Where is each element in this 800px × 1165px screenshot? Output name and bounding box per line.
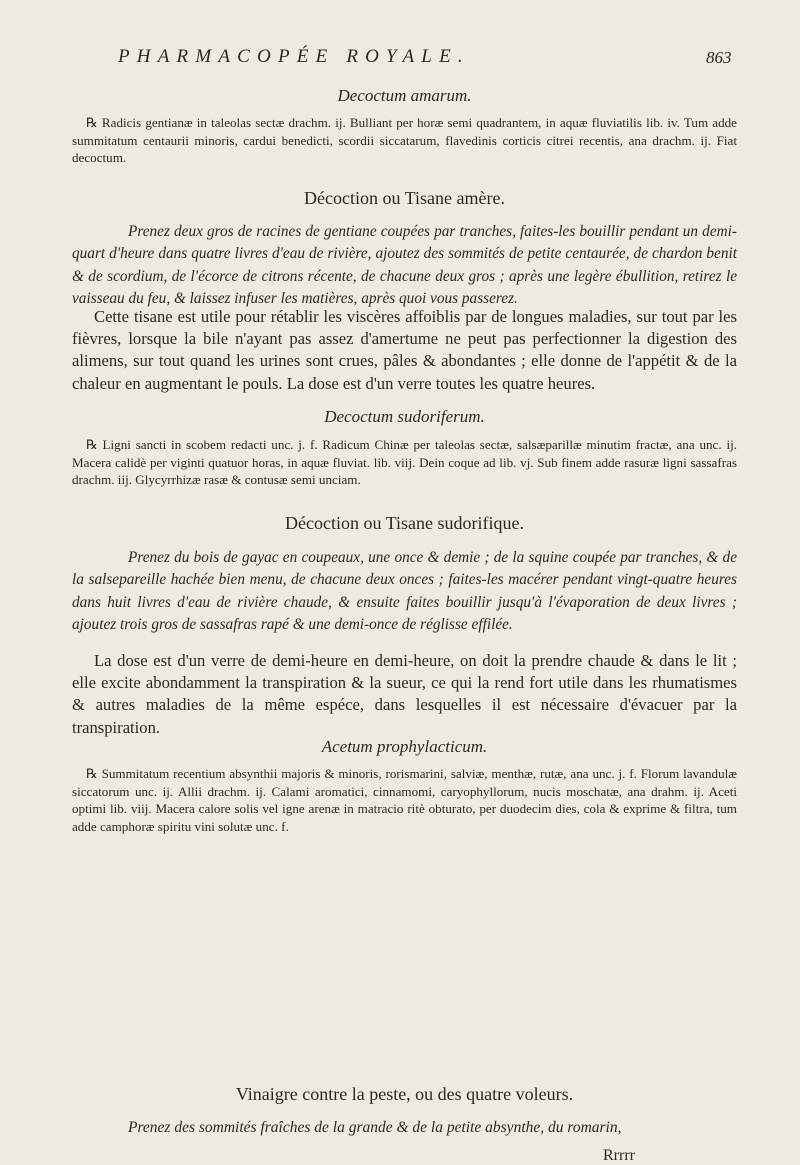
comment-block bbox=[72, 306, 737, 395]
latin-formula bbox=[72, 436, 737, 489]
french-heading bbox=[72, 188, 737, 209]
latin-text: ℞ Radicis gentianæ in taleolas sectæ drachm. ij. Bulliant per horæ semi quadrantem, in aquæ fluviatilis lib. iv. Tum adde summitatum centaurii minoris, cardui benedicti, scordii siccatarum, flavedinis corticis citrei recentis, ana drachm. ij. Fiat decoctum. bbox=[72, 115, 737, 165]
signature-mark: Rrrrr bbox=[603, 1147, 635, 1164]
recipe-text: Prenez deux gros de racines de gentiane coupées par tranches, faites-les bouillir pendant un demi-quart d'heure dans quatre livres d'eau de rivière, ajoutez des sommités de petite centaurée, de chardon benit & de scordium, de l'écorce de citrons récente, de chacune deux gros ; après une legère ébullition, retirez le vaisseau du feu, & laissez infuser les matières, après quoi vous passerez. bbox=[72, 223, 737, 307]
section-acetum-prophylacticum bbox=[72, 737, 737, 757]
latin-formula bbox=[72, 114, 737, 167]
french-title: Décoction ou Tisane sudorifique. bbox=[285, 513, 524, 533]
french-title: Décoction ou Tisane amère. bbox=[304, 188, 505, 208]
recipe-block bbox=[72, 547, 737, 636]
running-title: PHARMACOPÉE ROYALE. bbox=[118, 46, 470, 67]
recipe-block bbox=[72, 221, 737, 310]
french-title: Vinaigre contre la peste, ou des quatre voleurs. bbox=[235, 1084, 574, 1104]
comment-text: La dose est d'un verre de demi-heure en demi-heure, on doit la prendre chaude & dans le lit ; elle excite abondamment la transpiration & la sueur, ce qui la rend fort utile dans les rhumatismes & autres maladies de la même espéce, dans lesquelles il est nécessaire d'évacuer par la transpiration. bbox=[72, 651, 737, 737]
latin-formula bbox=[72, 765, 737, 835]
recipe-start-text: Prenez des sommités fraîches de la grande & de la petite absynthe, du romarin, bbox=[128, 1119, 622, 1136]
latin-title: Decoctum sudoriferum. bbox=[324, 407, 485, 426]
recipe-text: Prenez du bois de gayac en coupeaux, une once & demie ; de la squine coupée par tranches, & de la salsepareille hachée bien menu, de chacune deux onces ; faites-les macérer pendant vingt-quatre heures dans huit livres d'eau de rivière chaude, & ensuite faites bouillir jusqu'à l'évaporation de deux livres ; ajoutez trois gros de sassafras rapé & une demi-once de réglisse effilée. bbox=[72, 549, 737, 633]
comment-text: Cette tisane est utile pour rétablir les viscères affoiblis par de longues maladies, sur tout par les fièvres, lorsque la bile n'ayant pas assez d'amertume ne peut pas perfectionner la digestion des alimens, sur tout quand les urines sont crues, pâles & abondantes ; elle donne de l'appétit & de la chaleur en augmentant le pouls. La dose est d'un verre toutes les quatre heures. bbox=[72, 307, 737, 393]
french-heading bbox=[72, 513, 737, 534]
page-number: 863 bbox=[706, 48, 732, 67]
latin-text: ℞ Ligni sancti in scobem redacti unc. j. f. Radicum Chinæ per taleolas sectæ, salsæparillæ minutim fractæ, ana unc. ij. Macera calidè per viginti quatuor horas, in aquæ fluviat. lib. viij. Dein coque ad lib. vj. Sub finem adde rasuræ ligni sassafras drachm. iij. Glycyrrhizæ rasæ & contusæ semi unciam. bbox=[72, 437, 737, 487]
comment-block bbox=[72, 650, 737, 739]
french-heading bbox=[72, 1084, 737, 1105]
section-decoctum-sudoriferum bbox=[72, 407, 737, 427]
recipe-start-block bbox=[72, 1119, 737, 1137]
section-decoctum-amarum bbox=[72, 86, 737, 106]
latin-title: Decoctum amarum. bbox=[337, 86, 472, 105]
latin-title: Acetum prophylacticum. bbox=[321, 737, 488, 756]
latin-text: ℞ Summitatum recentium absynthii majoris & minoris, rorismarini, salviæ, menthæ, rutæ, ana unc. j. f. Florum lavandulæ siccatorum unc. ij. Allii drachm. ij. Calami aromatici, cinnamomi, caryophyllorum, nucis moschatæ, ana drahm. ij. Aceti optimi lib. viij. Macera calore solis vel igne arenæ in matracio ritè obturato, per duodecim dies, cola & exprime & filtra, tum adde camphoræ spiritu vini solutæ unc. f. bbox=[72, 766, 737, 834]
